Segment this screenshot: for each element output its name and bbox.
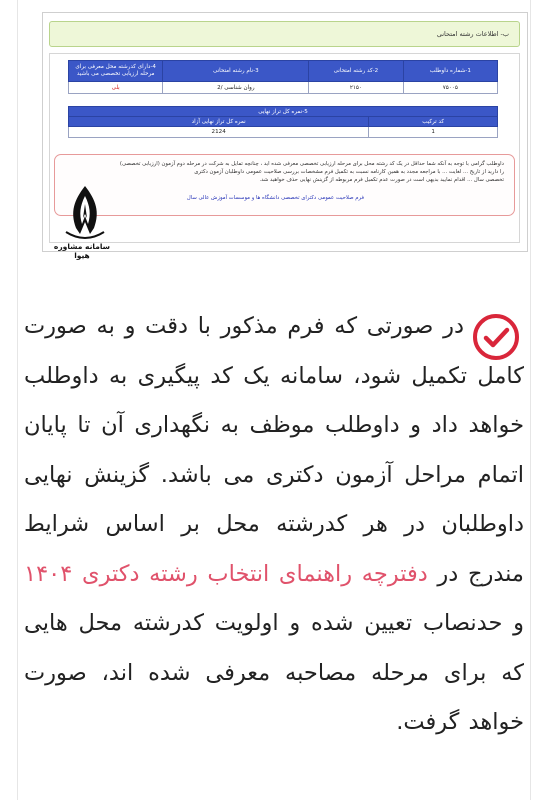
booklet-link[interactable]: دفترچه راهنمای انتخاب رشته دکتری ۱۴۰۴: [24, 560, 428, 587]
logo-caption: سامانه مشاوره هیوا: [53, 242, 111, 260]
table-cell: ۷۵۰۰۵: [403, 82, 497, 94]
table-header: 1-شماره داوطلب: [403, 61, 497, 82]
frame-border: [530, 0, 531, 800]
section-header: ب- اطلاعات رشته امتحانی: [49, 21, 520, 47]
notice-text: را دارید از تاریخ ... لغایت ... با مراجعه مجدد به همین کارنامه نسبت به تکمیل فرم مشخصات بررسی صلاحیت عمومی داوطلبان آزمون دکتری: [194, 169, 504, 175]
table-cell: بلی: [69, 82, 163, 94]
table-cell: ۲۱۵۰: [309, 82, 403, 94]
paragraph-text: در صورتی که فرم مذکور با دقت و به صورت کامل تکمیل شود، سامانه یک کد پیگیری به داوطلب خواهد داد و داوطلب موظف به نگهداری آن تا پایان اتمام مراحل آزمون دکتری می باشد. گزینش نهایی داوطلبان در هر کدرشته محل بر اساس شرایط مندرج در: [24, 313, 524, 587]
notice-link[interactable]: فرم صلاحیت عمومی دکترای تخصصی دانشگاه ها و موسسات آموزش عالی سال: [186, 195, 364, 201]
hiva-logo: [52, 182, 118, 242]
info-table: [68, 60, 498, 94]
frame-border: [17, 0, 18, 800]
table-header: 3-نام رشته امتحانی: [163, 61, 309, 82]
table-cell: روان شناسی /2: [163, 82, 309, 94]
paragraph-text: و حدنصاب تعیین شده و اولویت کدرشته محل هایی که برای مرحله مصاحبه معرفی شده اند، صورت خواهد گرفت.: [24, 610, 524, 735]
table-header: کد ترکیب: [369, 117, 498, 127]
table-header: نمره کل تراز نهایی آزاد: [69, 117, 369, 127]
score-table: [68, 106, 498, 138]
table-header: 4-دارای کدرشته محل معرفی برای مرحله ارزیابی تخصصی می باشید: [69, 61, 163, 82]
embedded-screenshot: [42, 12, 528, 260]
table-header: 2-کد رشته امتحانی: [309, 61, 403, 82]
table-row: [69, 82, 498, 94]
table-cell: 2124: [69, 127, 369, 138]
table-row: [69, 127, 498, 138]
table-section-title: 5-نمره کل تراز نهایی: [69, 107, 498, 117]
body-paragraph: [24, 302, 524, 748]
notice-box: [54, 154, 515, 216]
screenshot-body: [49, 53, 520, 260]
notice-text: تخصصی سال ... اقدام نمایید بدیهی است در صورت عدم تکمیل فرم مربوطه از گزینش نهایی حذف خواهید شد.: [259, 177, 504, 183]
table-cell: 1: [369, 127, 498, 138]
notice-text: داوطلب گرامی با توجه به آنکه شما حداقل در یک کد رشته محل برای مرحله ارزیابی تخصصی معرفی شده اید ، چنانچه تمایل به شرکت در مرحله دوم آزمون (ارزیابی تخصصی): [119, 161, 504, 167]
